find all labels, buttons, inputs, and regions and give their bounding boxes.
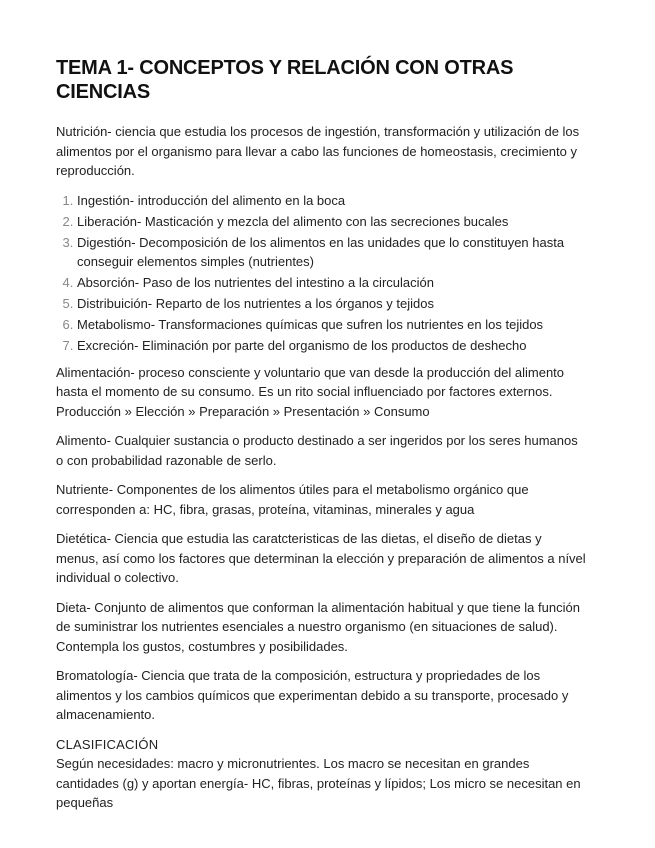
paragraph-nutriente: Nutriente- Componentes de los alimentos útiles para el metabolismo orgánico que corresponden a: HC, fibra, grasas, proteína, vitaminas, minerales y agua [56,482,529,517]
list-item: 2. Liberación- Masticación y mezcla del alimento con las secreciones bucales [77,212,586,231]
list-item: 4. Absorción- Paso de los nutrientes del intestino a la circulación [77,273,586,292]
list-item: 7. Excreción- Eliminación por parte del organismo de los productos de deshecho [77,336,586,355]
paragraph-dieta: Dieta- Conjunto de alimentos que conforman la alimentación habitual y que tiene la función de suministrar los nutrientes esenciales a nuestro organismo (en situaciones de salud). Contempla los gustos, costumbres y posibilidades. [56,599,580,654]
list-item: 3. Digestión- Decomposición de los alimentos en las unidades que lo constituyen hasta conseguir elementos simples (nutrientes) [77,233,586,271]
paragraph-alimentacion: Alimentación- proceso consciente y voluntario que van desde la producción del alimento hasta el momento de su consumo. Es un rito social influenciado por factores externos. Producción » Elección » Preparación » Presentación » Consumo [56,364,565,419]
paragraph-bromatologia: Bromatología- Ciencia que trata de la composición, estructura y propriedades de los alimentos y los cambios químicos que experimentan debido a su transporte, procesado y almacenamiento. [56,668,569,722]
paragraph-nutricion: Nutrición- ciencia que estudia los procesos de ingestión, transformación y utilización de los alimentos por el organismo para llevar a cabo las funciones de homeostasis, crecimiento y reproducción. [56,124,580,178]
document-content [56,56,586,813]
list-item: 6. Metabolismo- Transformaciones químicas que sufren los nutrientes en los tejidos [77,315,586,334]
nutrition-process-list [56,191,586,355]
list-item: 5. Distribuición- Reparto de los nutrientes a los órganos y tejidos [77,294,586,313]
paragraph-dietetica: Dietética- Ciencia que estudia las caratcteristicas de las dietas, el diseño de dietas y menus, así como los factores que determinan la elección y preparación de alimentos a nível individual o colectivo. [56,531,586,585]
list-item: 1. Ingestión- introducción del alimento en la boca [77,191,586,210]
paragraph-alimento: Alimento- Cualquier sustancia o producto destinado a ser ingeridos por los seres humanos o con probabilidad razonable de serlo. [56,433,578,468]
section-heading-clasificacion: CLASIFICACIÓN [56,736,159,752]
page-title: TEMA 1- CONCEPTOS Y RELACIÓN CON OTRAS CIENCIAS [56,57,514,103]
paragraph-clasificacion: Según necesidades: macro y micronutrientes. Los macro se necesitan en grandes cantidades (g) y aportan energía- HC, fibras, proteínas y lípidos; Los micro se necesitan en pequeñas [56,756,581,810]
